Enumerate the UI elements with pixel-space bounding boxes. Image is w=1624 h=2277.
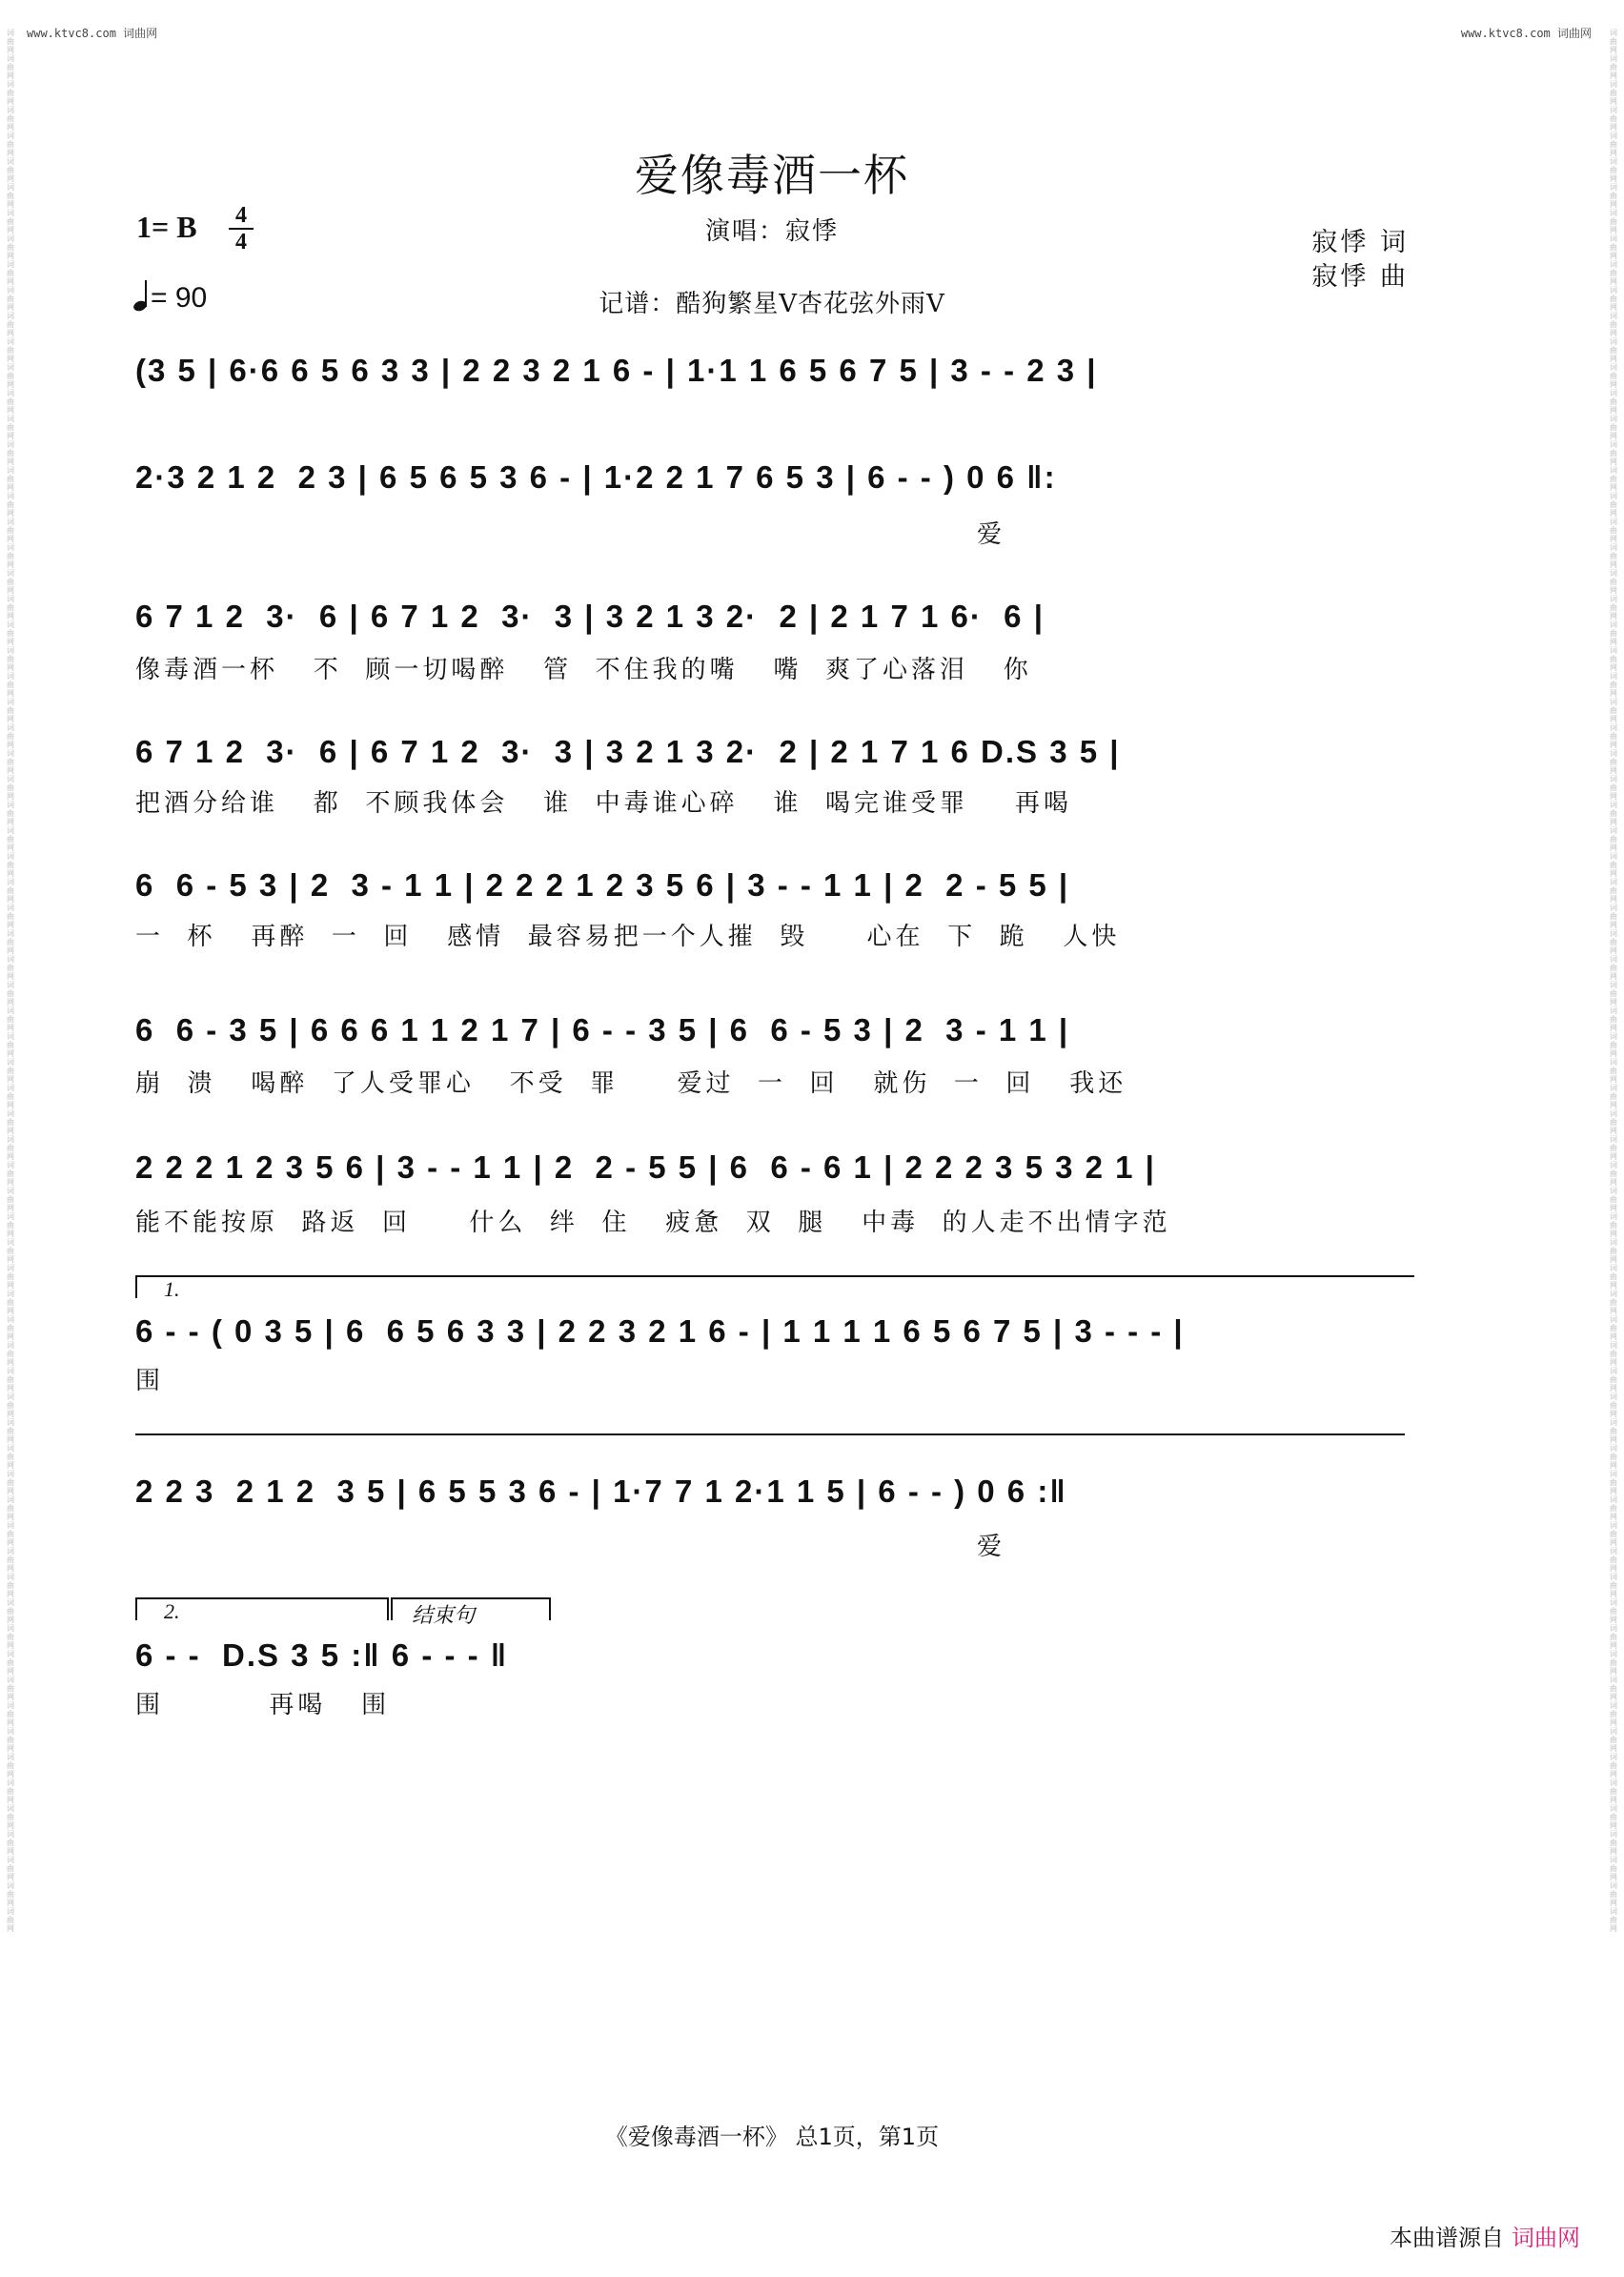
score-line-4-lyrics: 把酒分给谁 都 不顾我体会 谁 中毒谁心碎 谁 喝完谁受罪 再喝: [135, 789, 1073, 818]
song-title: 爱像毒酒一杯: [635, 151, 909, 200]
composer-credit: 寂悸 曲: [1311, 262, 1409, 292]
transcriber-credit: 记谱：酷狗繁星V杏花弦外雨V: [599, 290, 945, 318]
source-prefix: 本曲谱源自: [1390, 2225, 1504, 2251]
ending-label: 结束句: [412, 1603, 476, 1627]
header-url-left[interactable]: www.ktvc8.com 词曲网: [27, 27, 158, 40]
ending-bracket: [391, 1597, 551, 1627]
singer-credit: 演唱：寂悸: [704, 217, 839, 246]
key-signature: 1= B: [136, 210, 197, 244]
ending-lyrics: 围 再喝 围: [135, 1691, 391, 1719]
score-line-6-lyrics: 崩 溃 喝醉 了人受罪心 不受 罪 爱过 一 回 就伤 一 回 我还: [135, 1069, 1127, 1098]
score-line-8-notes: 6 - - ( 0 3 5 | 6 6 5 6 3 3 | 2 2 3 2 1 6 - | 1 1 1 1 6 5 6 7 5 | 3 - - - |: [135, 1313, 1185, 1349]
time-signature: [229, 204, 254, 254]
volta-bracket-2: [135, 1597, 389, 1623]
score-line-8-lyrics: 围: [135, 1367, 165, 1395]
score-line-4-notes: 6 7 1 2 3· 6 | 6 7 1 2 3· 3 | 3 2 1 3 2· 2 | 2 1 7 1 6 D.S 3 5 |: [135, 734, 1121, 769]
score-line-9-notes: 2 2 3 2 1 2 3 5 | 6 5 5 3 6 - | 1·7 7 1 2·1 1 5 | 6 - - ) 0 6 :‖: [135, 1474, 1067, 1509]
left-watermark-strip: 词曲网词曲网词曲网词曲网词曲网词曲网词曲网词曲网词曲网词曲网词曲网词曲网词曲网词曲网词曲网词曲网词曲网词曲网词曲网词曲网词曲网词曲网词曲网词曲网词曲网词曲网词曲网词曲网词曲网词曲网词曲网词曲网词曲网词曲网词曲网词曲网词曲网词曲网词曲网词曲网词曲网词曲网词曲网词曲网词曲网词曲网词曲网词曲网词曲网词曲网词曲网词曲网词曲网词曲网词曲网词曲网词曲网词曲网词曲网词曲网词曲网词曲网词曲网词曲网词曲网词曲网词曲网词曲网词曲网词曲网词曲网词曲网词曲网词曲网: [7, 29, 14, 1933]
tempo-marking: [133, 278, 207, 315]
volta-bracket-1: [135, 1275, 1414, 1301]
volta-1-continuation-line: [135, 1433, 1405, 1435]
score-line-3-notes: 6 7 1 2 3· 6 | 6 7 1 2 3· 3 | 3 2 1 3 2· 2 | 2 1 7 1 6· 6 |: [135, 599, 1045, 634]
score-line-7-notes: 2 2 2 1 2 3 5 6 | 3 - - 1 1 | 2 2 - 5 5 | 6 6 - 6 1 | 2 2 2 3 5 3 2 1 |: [135, 1149, 1156, 1185]
time-signature-bottom: 4: [235, 230, 247, 254]
volta-2-label: 2.: [164, 1599, 180, 1623]
score-line-3-lyrics: 像毒酒一杯 不 顾一切喝醉 管 不住我的嘴 嘴 爽了心落泪 你: [135, 656, 1032, 684]
quarter-note-icon: [133, 278, 151, 311]
score-line-7-lyrics: 能不能按原 路返 回 什么 绊 住 疲惫 双 腿 中毒 的人走不出情字范: [135, 1209, 1171, 1237]
score-line-9-lyrics: 爱: [135, 1533, 1006, 1561]
time-signature-top: 4: [235, 203, 247, 228]
score-line-5-notes: 6 6 - 5 3 | 2 3 - 1 1 | 2 2 2 1 2 3 5 6 | 3 - - 1 1 | 2 2 - 5 5 |: [135, 867, 1070, 903]
page-info: 《爱像毒酒一杯》 总1页，第1页: [604, 2124, 940, 2150]
lyricist-credit: 寂悸 词: [1311, 228, 1409, 257]
volta-1-label: 1.: [164, 1277, 180, 1301]
right-watermark-strip: 词曲网词曲网词曲网词曲网词曲网词曲网词曲网词曲网词曲网词曲网词曲网词曲网词曲网词曲网词曲网词曲网词曲网词曲网词曲网词曲网词曲网词曲网词曲网词曲网词曲网词曲网词曲网词曲网词曲网词曲网词曲网词曲网词曲网词曲网词曲网词曲网词曲网词曲网词曲网词曲网词曲网词曲网词曲网词曲网词曲网词曲网词曲网词曲网词曲网词曲网词曲网词曲网词曲网词曲网词曲网词曲网词曲网词曲网词曲网词曲网词曲网词曲网词曲网词曲网词曲网词曲网词曲网词曲网词曲网词曲网词曲网词曲网词曲网词曲网: [1610, 29, 1617, 1933]
score-line-1-notes: (3 5 | 6·6 6 5 6 3 3 | 2 2 3 2 1 6 - | 1·1 1 6 5 6 7 5 | 3 - - 2 3 |: [135, 353, 1098, 388]
tempo-value: = 90: [151, 282, 208, 314]
score-line-6-notes: 6 6 - 3 5 | 6 6 6 1 1 2 1 7 | 6 - - 3 5 | 6 6 - 5 3 | 2 3 - 1 1 |: [135, 1012, 1070, 1047]
score-line-2-lyrics: 爱: [135, 520, 1006, 549]
header-url-right[interactable]: www.ktvc8.com 词曲网: [1460, 27, 1592, 40]
score-line-5-lyrics: 一 杯 再醉 一 回 感情 最容易把一个人摧 毁 心在 下 跪 人快: [135, 923, 1121, 951]
score-line-2-notes: 2·3 2 1 2 2 3 | 6 5 6 5 3 6 - | 1·2 2 1 7 6 5 3 | 6 - - ) 0 6 ‖:: [135, 459, 1057, 495]
ending-notes: 6 - - D.S 3 5 :‖ 6 - - - ‖: [135, 1637, 509, 1673]
source-brand-link[interactable]: 词曲网: [1512, 2225, 1580, 2251]
source-credit: [1390, 2219, 1580, 2252]
